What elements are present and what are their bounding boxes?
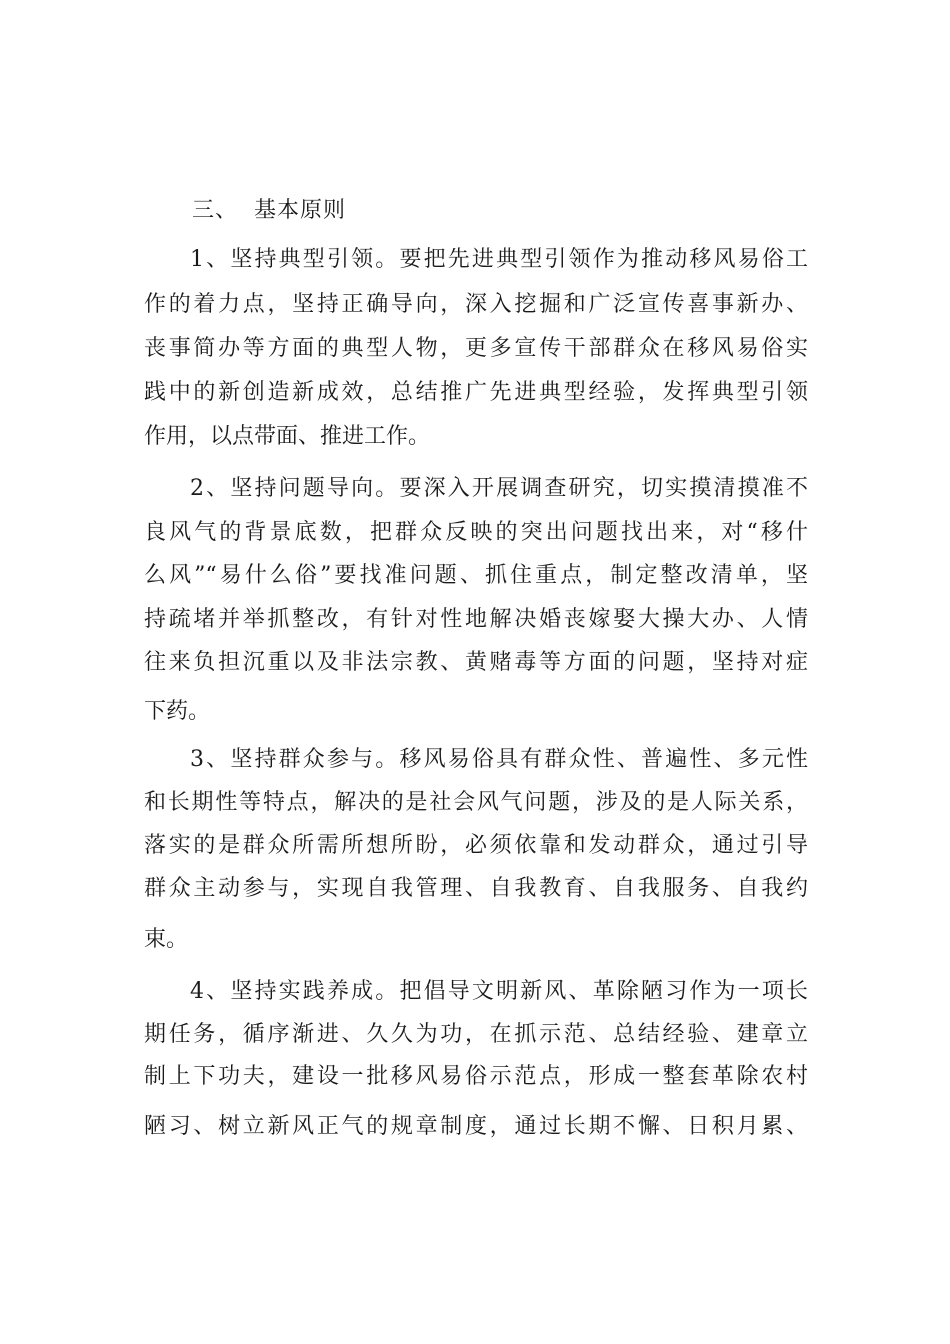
paragraph-3-line-1: 3、坚持群众参与。移风易俗具有群众性、普遍性、多元性: [190, 747, 808, 772]
paragraph-1-line-4: 践中的新创造新成效，总结推广先进典型经验，发挥典型引领: [144, 380, 808, 405]
paragraph-2-line-2: 良风气的背景底数，把群众反映的突出问题找出来，对“移什: [144, 520, 808, 545]
paragraph-2-line-6: 下药。: [144, 699, 211, 724]
paragraph-3-line-4: 群众主动参与，实现自我管理、自我教育、自我服务、自我约: [144, 876, 808, 901]
paragraph-1-line-5: 作用，以点带面、推进工作。: [144, 424, 431, 449]
paragraph-2-line-4: 持疏堵并举抓整改，有针对性地解决婚丧嫁娶大操大办、人情: [144, 607, 808, 632]
paragraph-2-line-1: 2、坚持问题导向。要深入开展调查研究，切实摸清摸准不: [190, 476, 808, 501]
paragraph-4-line-1: 4、坚持实践养成。把倡导文明新风、革除陋习作为一项长: [190, 979, 808, 1004]
paragraph-4-line-2: 期任务，循序渐进、久久为功，在抓示范、总结经验、建章立: [144, 1022, 808, 1047]
paragraph-4-line-3: 制上下功夫，建设一批移风易俗示范点，形成一整套革除农村: [144, 1064, 808, 1089]
paragraph-1-line-3: 丧事简办等方面的典型人物，更多宣传干部群众在移风易俗实: [144, 336, 808, 361]
paragraph-1-line-2: 作的着力点，坚持正确导向，深入挖掘和广泛宣传喜事新办、: [144, 292, 808, 317]
paragraph-2-line-5: 往来负担沉重以及非法宗教、黄赌毒等方面的问题，坚持对症: [144, 650, 808, 675]
paragraph-1-line-1: 1、坚持典型引领。要把先进典型引领作为推动移风易俗工: [190, 247, 808, 272]
paragraph-3-line-3: 落实的是群众所需所想所盼，必须依靠和发动群众，通过引导: [144, 833, 808, 858]
paragraph-2-line-3: 么风”“易什么俗”要找准问题、抓住重点，制定整改清单，坚: [144, 563, 808, 588]
paragraph-3-line-5: 束。: [144, 927, 189, 952]
paragraph-3-line-2: 和长期性等特点，解决的是社会风气问题，涉及的是人际关系，: [144, 790, 808, 815]
paragraph-4-line-4: 陋习、树立新风正气的规章制度，通过长期不懈、日积月累、: [144, 1114, 808, 1139]
section-heading: 三、 基本原则: [192, 198, 346, 223]
